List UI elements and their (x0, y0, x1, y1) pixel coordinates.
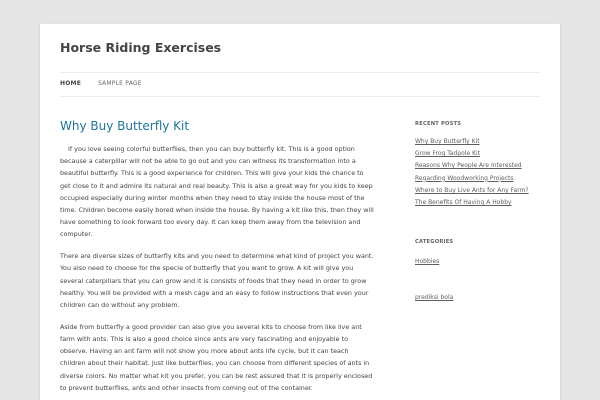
main-navigation (60, 72, 540, 97)
recent-posts-heading: RECENT POSTS (415, 121, 462, 127)
list-item (415, 185, 529, 197)
list-item (415, 256, 439, 268)
post-paragraph: If you love seeing colorful butterflies, then you can buy butterfly kit. This is a good option because a caterpillar will not be able to go out and you can witness its transformation into a beautiful butterfly. This is a good experience for children. This will give your kids the chance to get close to it and admire its natural and real beauty. This is also a great way for you kids to keep occupied especially during winter months when they need to stay inside the house most of the time. Children become easily bored when inside the house. By having a kit like this, then they will have something to look forward too every day. It can keep them away from the television and computer. (60, 145, 374, 239)
category-link-hobbies[interactable]: Hobbies (415, 258, 440, 265)
recent-posts-list (415, 136, 529, 209)
nav-item-sample-page[interactable]: SAMPLE PAGE (98, 80, 142, 87)
site-title[interactable]: Horse Riding Exercises (60, 40, 222, 55)
recent-post-link[interactable]: Why Buy Butterfly Kit (415, 138, 480, 145)
recent-post-link[interactable]: Where to Buy Live Ants for Any Farm? (415, 186, 529, 194)
recent-post-link[interactable]: Regarding Woodworking Projects (415, 174, 514, 182)
list-item (415, 148, 529, 160)
categories-heading: CATEGORIES (415, 239, 454, 245)
categories-list (415, 256, 439, 268)
extra-link-widget (415, 292, 453, 304)
prediksi-bola-link[interactable]: prediksi bola (415, 294, 454, 301)
post-content (60, 143, 375, 400)
list-item (415, 160, 529, 172)
list-item (415, 173, 529, 185)
post-title[interactable]: Why Buy Butterfly Kit (60, 119, 190, 133)
recent-post-link[interactable]: Reasons Why People Are Interested (415, 162, 522, 170)
post-paragraph: There are diverse sizes of butterfly kits and you need to determine what kind of project you want. You also need to choose for the specie of butterfly that you want to grow. A kit will give you several caterpillars that you can grow and it is consists of foods that they need in order to grow healthy. You will be provided with a mesh cage and an easy to follow instructions that even your children can do without any problem. (60, 252, 374, 310)
recent-post-link[interactable]: The Benefits Of Having A Hobby (415, 199, 512, 207)
nav-item-home[interactable]: HOME (60, 80, 81, 87)
post-paragraph: Aside from butterfly a good provider can also give you several kits to choose from like live ant farm with ants. This is also a good choice since ants are very fascinating and enjoyable to observe. Having an ant farm will not show you more about ants life cycle, but it can teach children about their habitat. Just like butterflies, you can choose from different species of ants in diverse colors. No matter what kit you prefer, you can be rest assured that it is properly enclosed to prevent butterflies, ants and other insects from coming out of the container. (60, 322, 373, 392)
list-item (415, 197, 529, 209)
recent-post-link[interactable]: Grow Frog Tadpole Kit (415, 150, 481, 158)
page-container (40, 24, 560, 400)
list-item (415, 136, 529, 148)
